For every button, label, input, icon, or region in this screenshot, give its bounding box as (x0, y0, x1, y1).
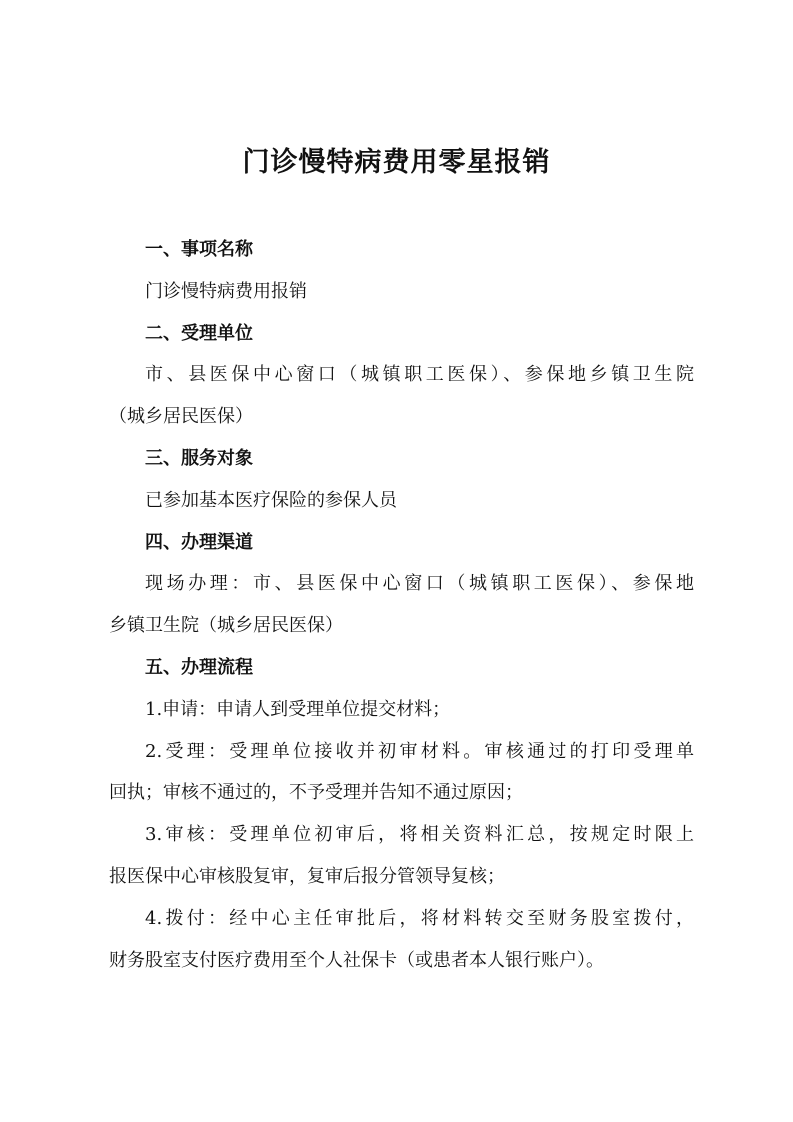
process-step-2-cont: 回执；审核不通过的，不予受理并告知不通过原因； (109, 782, 523, 804)
section-line: 乡镇卫生院（城乡居民医保） (109, 615, 343, 637)
process-step-4-cont: 财务股室支付医疗费用至个人社保卡（或患者本人银行账户）。 (109, 949, 604, 971)
section-line: 现场办理：市、县医保中心窗口（城镇职工医保）、参保地 (145, 573, 694, 595)
process-step-4: 4.拨付：经中心主任审批后，将材料转交至财务股室拨付， (145, 907, 694, 929)
section-line: （城乡居民医保） (109, 406, 253, 428)
section-heading: 二、受理单位 (145, 322, 253, 344)
process-step-1: 1.申请：申请人到受理单位提交材料； (145, 698, 451, 720)
section-line: 门诊慢特病费用报销 (145, 280, 307, 302)
section-line: 市、县医保中心窗口（城镇职工医保）、参保地乡镇卫生院 (145, 364, 694, 386)
process-step-3: 3.审核：受理单位初审后，将相关资料汇总，按规定时限上 (145, 824, 694, 846)
process-step-3-cont: 报医保中心审核股复审，复审后报分管领导复核； (109, 865, 505, 887)
section-heading: 三、服务对象 (145, 447, 253, 469)
document-body (109, 229, 694, 981)
process-step-2: 2.受理：受理单位接收并初审材料。审核通过的打印受理单 (145, 740, 694, 762)
section-heading: 四、办理渠道 (145, 531, 253, 553)
section-heading: 一、事项名称 (145, 239, 253, 260)
document-title: 门诊慢特病费用零星报销 (242, 147, 551, 178)
section-line: 已参加基本医疗保险的参保人员 (145, 489, 397, 511)
section-heading: 五、办理流程 (145, 656, 253, 678)
